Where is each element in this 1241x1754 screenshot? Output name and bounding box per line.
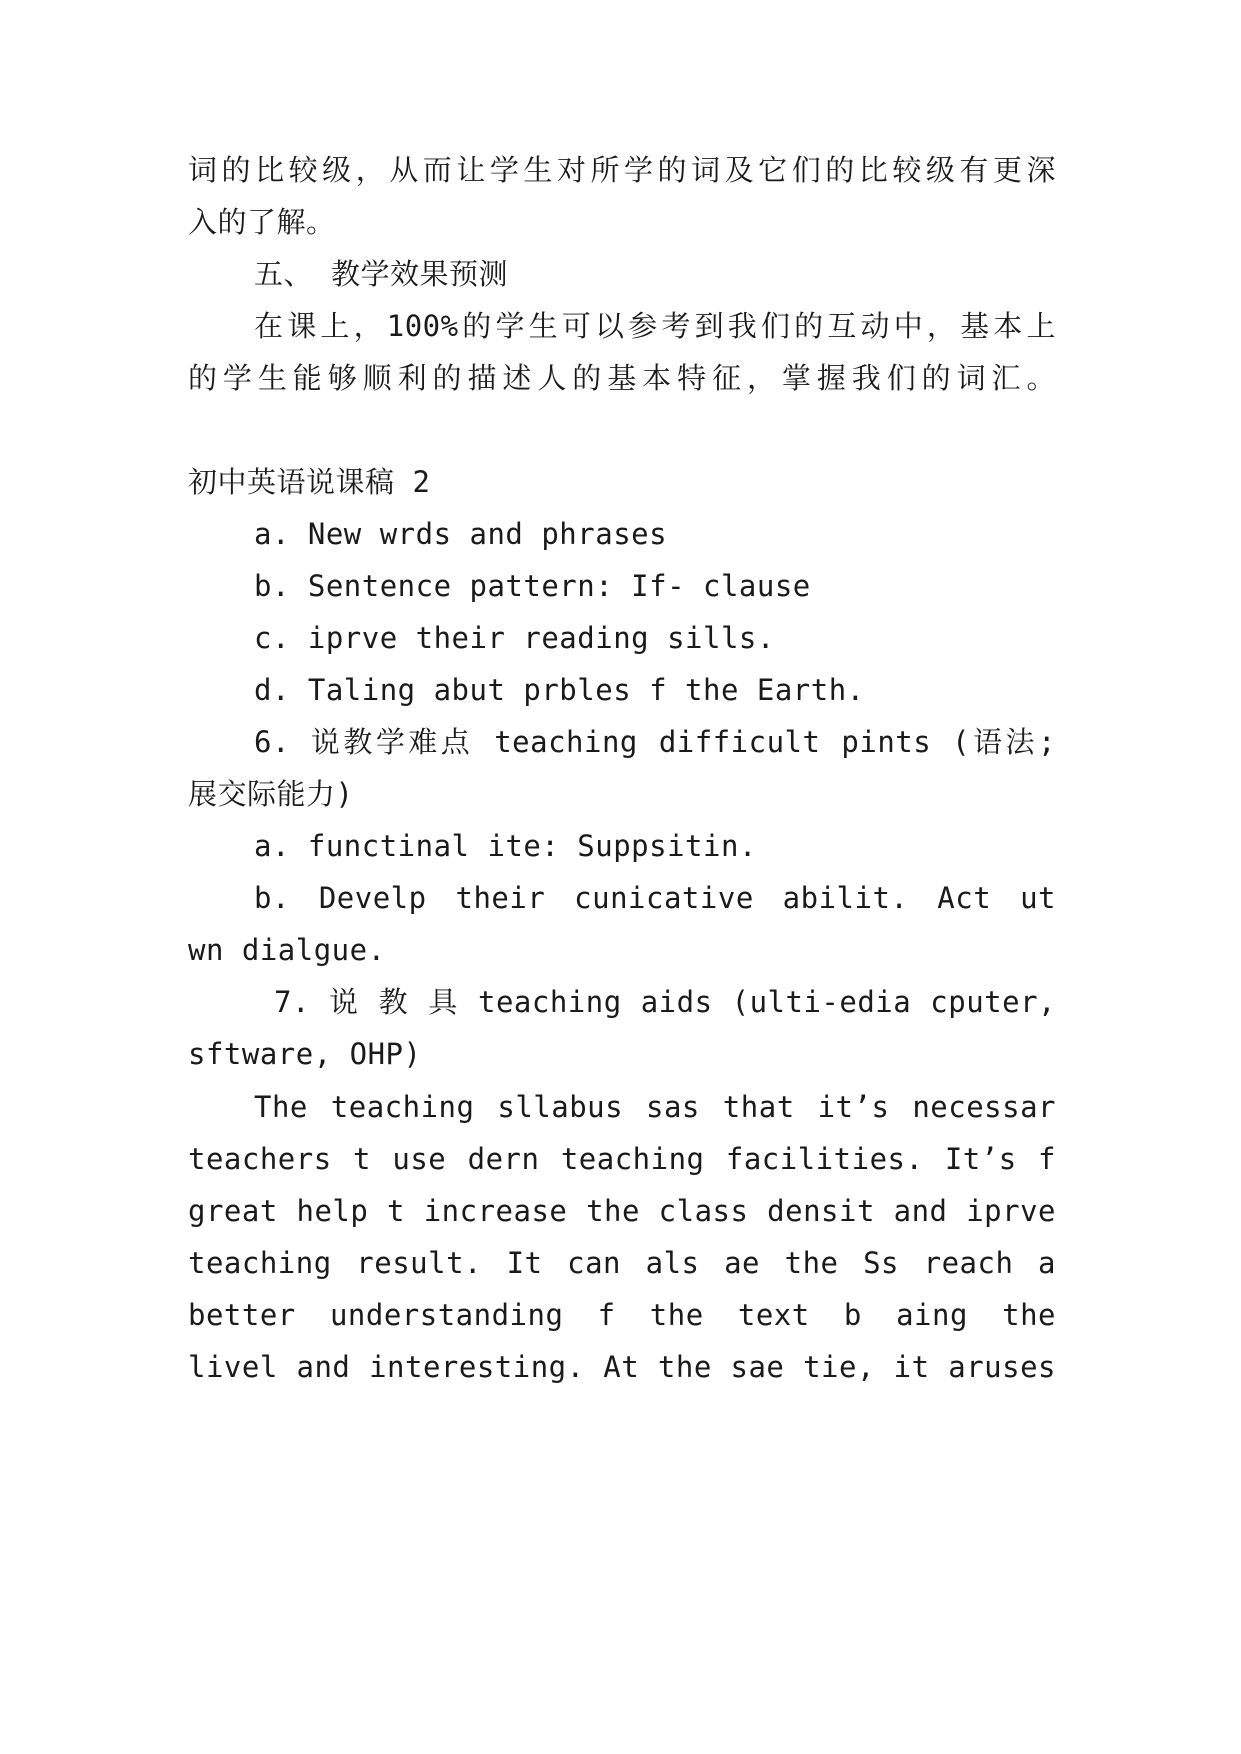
section-heading: 6. 说教学难点 teaching difficult pints (语法; bbox=[254, 725, 1056, 759]
paragraph-line: 的学生能够顺利的描述人的基本特征，掌握我们的词汇。 bbox=[188, 361, 1056, 395]
document-title: 初中英语说课稿 2 bbox=[188, 465, 431, 499]
paragraph-line: The teaching sllabus sas that it’s necessar bbox=[254, 1090, 1056, 1124]
section-heading: 7. 说 教 具 teaching aids (ulti-edia cputer, bbox=[274, 985, 1056, 1019]
list-item: a. functinal ite: Suppsitin. bbox=[254, 829, 757, 863]
paragraph-line: 展交际能力) bbox=[188, 777, 354, 811]
list-item: b. Sentence pattern: If- clause bbox=[254, 569, 811, 603]
paragraph-line: better understanding f the text b aing the bbox=[188, 1298, 1056, 1332]
paragraph-line: 在课上，100%的学生可以参考到我们的互动中，基本上 bbox=[254, 309, 1056, 343]
paragraph-line: 词的比较级，从而让学生对所学的词及它们的比较级有更深 bbox=[188, 153, 1056, 187]
paragraph-line: 入的了解。 bbox=[188, 205, 336, 239]
list-item: a. New wrds and phrases bbox=[254, 517, 668, 551]
paragraph-line: wn dialgue. bbox=[188, 933, 386, 967]
list-item: d. Taling abut prbles f the Earth. bbox=[254, 673, 865, 707]
paragraph-line: livel and interesting. At the sae tie, it aruses bbox=[188, 1350, 1056, 1384]
paragraph-line: teachers t use dern teaching facilities. It’s f bbox=[188, 1142, 1056, 1176]
paragraph-line: great help t increase the class densit and iprve bbox=[188, 1194, 1056, 1228]
paragraph-line: sftware, OHP) bbox=[188, 1037, 422, 1071]
section-heading: 五、 教学效果预测 bbox=[254, 257, 508, 291]
paragraph-line: teaching result. It can als ae the Ss reach a bbox=[188, 1246, 1056, 1280]
list-item: c. iprve their reading sills. bbox=[254, 621, 775, 655]
list-item: b. Develp their cunicative abilit. Act ut bbox=[254, 881, 1056, 915]
